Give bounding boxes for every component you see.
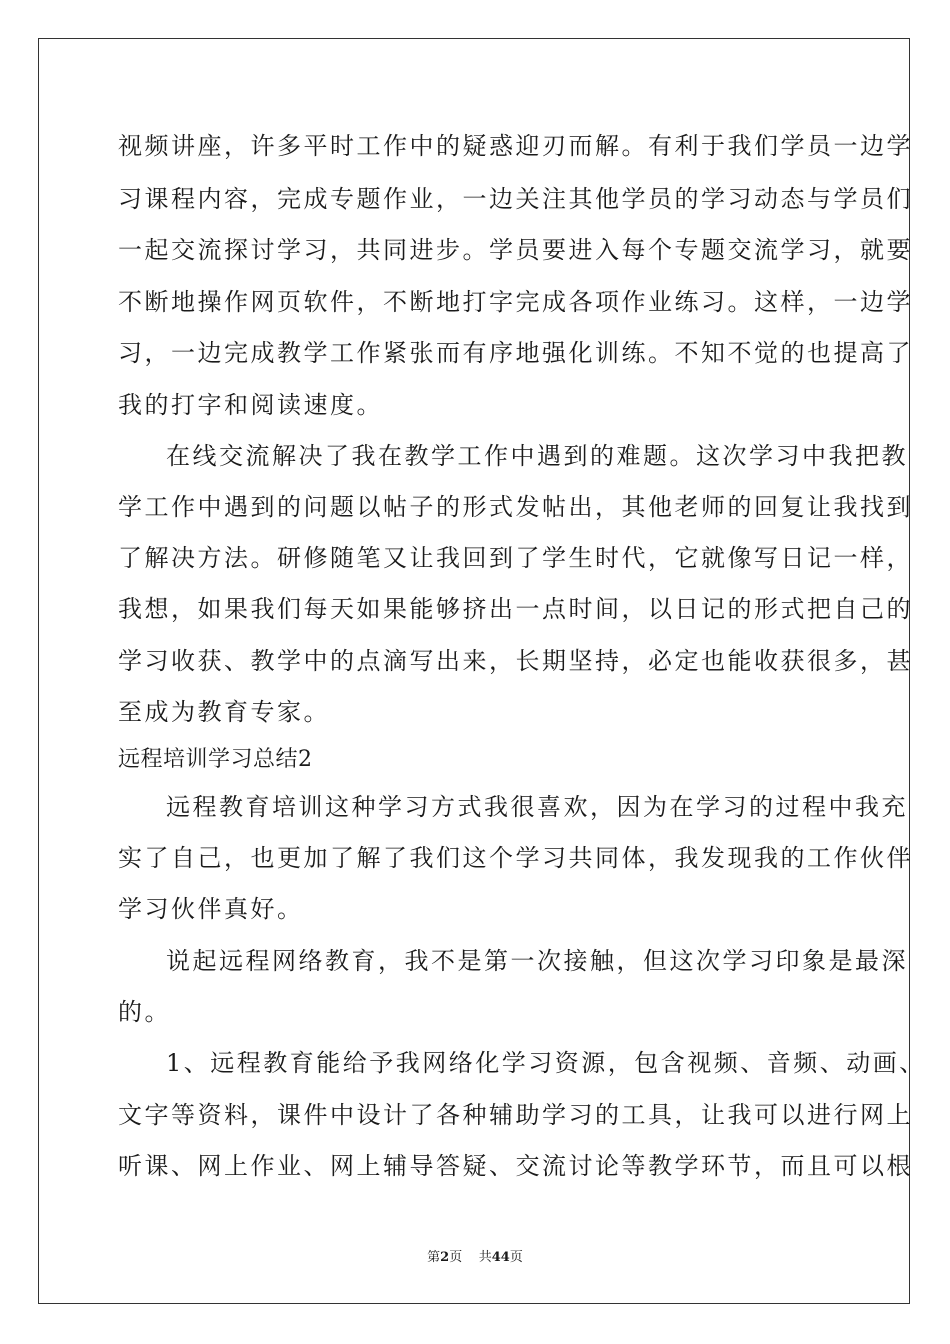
- paragraph-line: 习，一边完成教学工作紧张而有序地强化训练。不知不觉的也提高了: [118, 339, 913, 367]
- footer-total-prefix: 共: [478, 1250, 492, 1265]
- paragraph-line: 的。: [118, 998, 171, 1026]
- paragraph-line: 我想，如果我们每天如果能够挤出一点时间，以日记的形式把自己的: [118, 595, 913, 623]
- paragraph-line: 至成为教育专家。: [118, 698, 330, 726]
- paragraph-line: 1、远程教育能给予我网络化学习资源，包含视频、音频、动画、: [166, 1049, 926, 1077]
- paragraph-line: 听课、网上作业、网上辅导答疑、交流讨论等教学环节，而且可以根: [118, 1152, 913, 1180]
- paragraph-line: 习课程内容，完成专题作业，一边关注其他学员的学习动态与学员们: [118, 185, 913, 213]
- paragraph-line: 我的打字和阅读速度。: [118, 391, 383, 419]
- paragraph-line: 视频讲座，许多平时工作中的疑惑迎刃而解。有利于我们学员一边学: [118, 132, 913, 160]
- paragraph-line: 学工作中遇到的问题以帖子的形式发帖出，其他老师的回复让我找到: [118, 493, 913, 521]
- footer-page-prefix: 第: [427, 1250, 441, 1265]
- footer-page-suffix: 页: [449, 1250, 463, 1265]
- paragraph-line: 了解决方法。研修随笔又让我回到了学生时代，它就像写日记一样，: [118, 544, 913, 572]
- paragraph-line: 远程教育培训这种学习方式我很喜欢，因为在学习的过程中我充: [166, 793, 908, 821]
- paragraph-line: 说起远程网络教育，我不是第一次接触，但这次学习印象是最深: [166, 947, 908, 975]
- paragraph-line: 学习收获、教学中的点滴写出来，长期坚持，必定也能收获很多，甚: [118, 647, 913, 675]
- footer-page-number: 2: [440, 1250, 450, 1265]
- footer-total-pages: 44: [491, 1250, 510, 1265]
- paragraph-line: 文字等资料，课件中设计了各种辅助学习的工具，让我可以进行网上: [118, 1101, 913, 1129]
- page-footer: [0, 1246, 950, 1265]
- paragraph-line: 在线交流解决了我在教学工作中遇到的难题。这次学习中我把教: [166, 442, 908, 470]
- paragraph-line: 实了自己，也更加了解了我们这个学习共同体，我发现我的工作伙伴: [118, 844, 913, 872]
- footer-total-suffix: 页: [509, 1250, 523, 1265]
- paragraph-line: 不断地操作网页软件，不断地打字完成各项作业练习。这样，一边学: [118, 288, 913, 316]
- paragraph-line: 一起交流探讨学习，共同进步。学员要进入每个专题交流学习，就要: [118, 236, 913, 264]
- paragraph-line: 学习伙伴真好。: [118, 895, 304, 923]
- section-heading: 远程培训学习总结2: [118, 747, 313, 772]
